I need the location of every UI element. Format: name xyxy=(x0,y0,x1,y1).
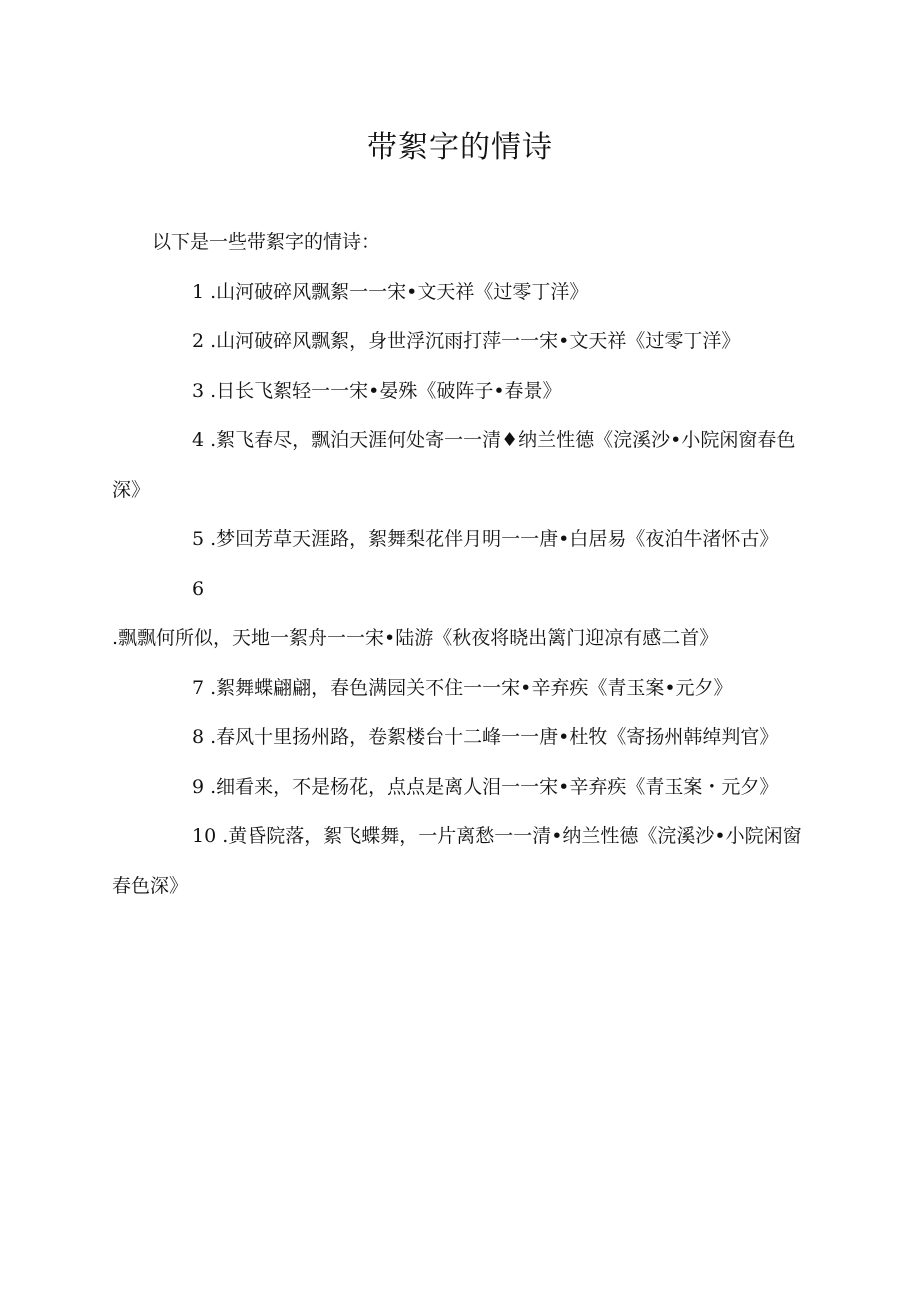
item-text: .黄昏院落，絮飞蝶舞，一片离愁一一清•纳兰性德《浣溪沙•小院闲窗春色深》 xyxy=(112,825,802,897)
list-item xyxy=(112,515,812,565)
intro-paragraph: 以下是一些带絮字的情诗： xyxy=(152,231,381,253)
list-item xyxy=(112,812,812,911)
item-number: 8 xyxy=(192,726,205,748)
list-item xyxy=(112,416,812,515)
list-item xyxy=(112,763,812,813)
item-text: .梦回芳草天涯路，絮舞梨花伴月明一一唐•白居易《夜泊牛渚怀古》 xyxy=(210,528,779,550)
list-item xyxy=(112,565,812,664)
item-number: 10 xyxy=(192,825,217,847)
list-item xyxy=(112,664,812,714)
item-text: .絮飞春尽，飘泊天涯何处寄一一清♦纳兰性德《浣溪沙•小院闲窗春色深》 xyxy=(112,429,796,501)
item-number: 5 xyxy=(192,528,205,550)
item-number: 1 xyxy=(192,280,205,303)
document-body xyxy=(112,218,812,911)
item-text: .絮舞蝶翩翩，春色满园关不住一一宋•辛弃疾《青玉案•元夕》 xyxy=(210,676,733,699)
item-text: .日长飞絮轻一一宋•晏殊《破阵子•春景》 xyxy=(210,379,562,402)
item-number: 9 xyxy=(192,775,205,798)
item-text: .山河破碎风飘絮，身世浮沉雨打萍一一宋•文天祥《过零丁洋》 xyxy=(210,330,741,352)
item-number: 3 xyxy=(192,379,205,402)
list-item xyxy=(112,367,812,417)
item-number: 7 xyxy=(192,676,205,699)
list-item xyxy=(112,713,812,763)
item-number: 2 xyxy=(192,330,205,352)
item-number: 6 xyxy=(192,577,205,600)
item-number: 4 xyxy=(192,429,205,451)
item-text: .山河破碎风飘絮一一宋•文天祥《过零丁洋》 xyxy=(210,280,589,303)
item-text: .飘飘何所似，天地一絮舟一一宋•陆游《秋夜将晓出篱门迎凉有感二首》 xyxy=(112,627,719,649)
list-item xyxy=(112,268,812,318)
item-text: .春风十里扬州路，卷絮楼台十二峰一一唐•杜牧《寄扬州韩绰判官》 xyxy=(210,726,779,748)
list-item xyxy=(112,317,812,367)
item-text: .细看来，不是杨花，点点是离人泪一一宋•辛弃疾《青玉案・元夕》 xyxy=(210,775,779,798)
page-title: 带絮字的情诗 xyxy=(367,130,553,165)
